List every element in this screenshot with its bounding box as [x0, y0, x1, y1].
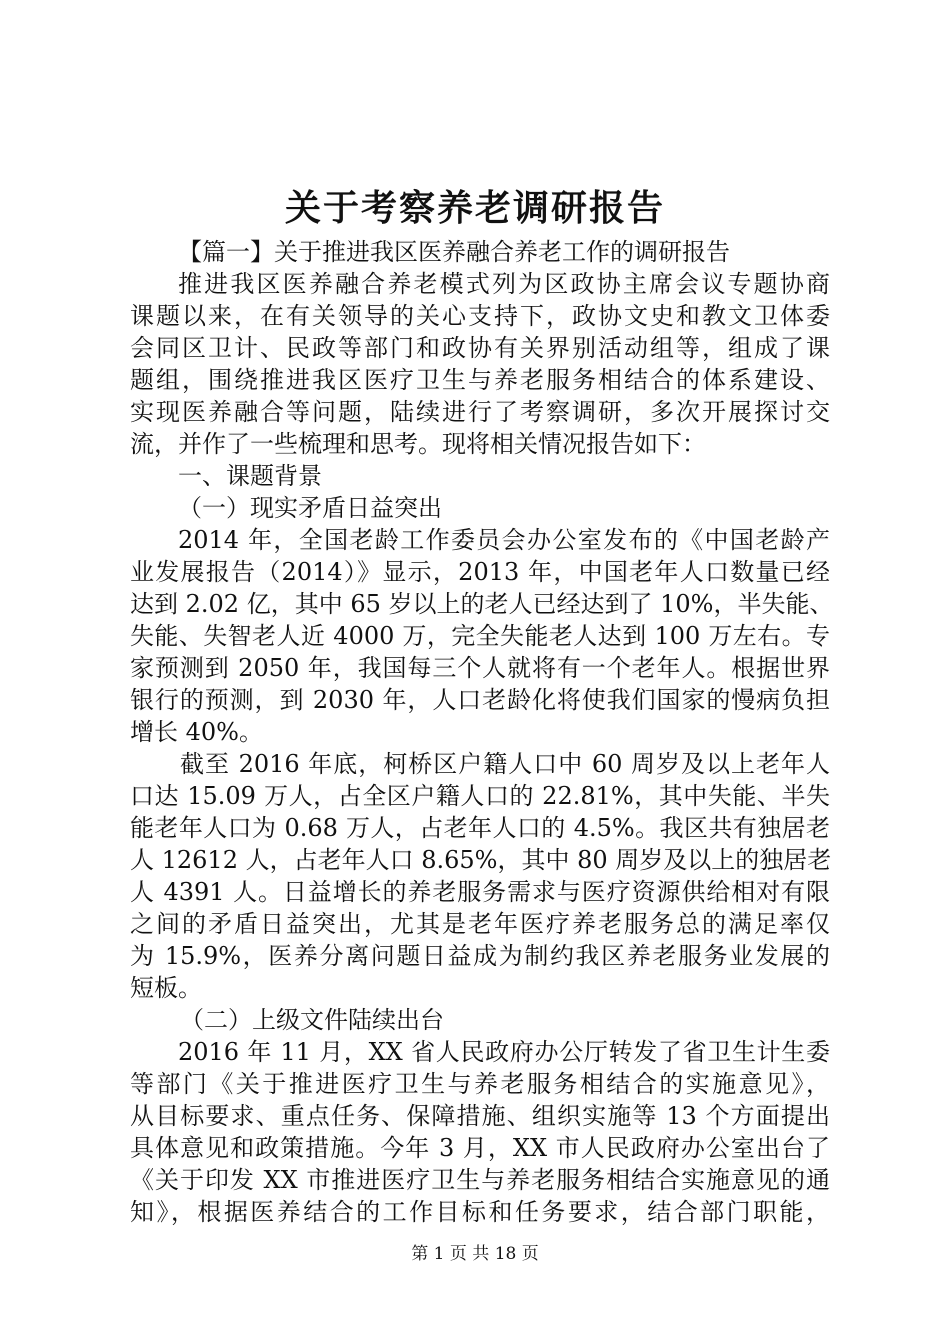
- text-line: 短板。: [130, 974, 202, 1002]
- text-line: 达到 2.02 亿，其中 65 岁以上的老人已经达到了 10%，半失能、: [130, 590, 834, 618]
- text-line: 推进我区医养融合养老模式列为区政协主席会议专题协商: [178, 270, 830, 298]
- text-line: 具体意见和政策措施。今年 3 月，XX 市人民政府办公室出台了: [130, 1134, 830, 1162]
- text-line: 题组，围绕推进我区医疗卫生与养老服务相结合的体系建设、: [130, 366, 830, 394]
- text-line: 人 12612 人，占老年人口 8.65%，其中 80 周岁及以上的独居老: [130, 846, 832, 874]
- text-line: （二）上级文件陆续出台: [180, 1006, 444, 1034]
- document-title: 关于考察养老调研报告: [284, 187, 665, 229]
- text-line: 截至 2016 年底，柯桥区户籍人口中 60 周岁及以上老年人: [180, 750, 830, 778]
- document-body: [130, 236, 834, 1228]
- text-line: 知》，根据医养结合的工作目标和任务要求，结合部门职能，: [130, 1198, 830, 1226]
- text-line: 实现医养融合等问题，陆续进行了考察调研，多次开展探讨交: [130, 398, 830, 426]
- text-line: 口达 15.09 万人，占全区户籍人口的 22.81%，其中失能、半失: [130, 782, 830, 810]
- text-line: 会同区卫计、民政等部门和政协有关界别活动组等，组成了课: [130, 334, 830, 362]
- text-line: 课题以来，在有关领导的关心支持下，政协文史和教文卫体委: [130, 302, 830, 330]
- text-line: 业发展报告（2014）》显示，2013 年，中国老年人口数量已经: [130, 558, 830, 586]
- text-line: 【篇一】关于推进我区医养融合养老工作的调研报告: [178, 238, 730, 266]
- text-line: 为 15.9%，医养分离问题日益成为制约我区养老服务业发展的: [130, 942, 830, 970]
- text-line: 2016 年 11 月，XX 省人民政府办公厅转发了省卫生计生委: [178, 1038, 830, 1066]
- text-line: 失能、失智老人近 4000 万，完全失能老人达到 100 万左右。专: [130, 622, 830, 650]
- text-line: 能老年人口为 0.68 万人，占老年人口的 4.5%。我区共有独居老: [130, 814, 830, 842]
- text-line: 银行的预测，到 2030 年，人口老龄化将使我们国家的慢病负担: [130, 686, 830, 714]
- text-line: 流，并作了一些梳理和思考。现将相关情况报告如下：: [130, 430, 706, 458]
- text-line: 之间的矛盾日益突出，尤其是老年医疗养老服务总的满足率仅: [130, 910, 830, 938]
- text-line: 2014 年，全国老龄工作委员会办公室发布的《中国老龄产: [178, 526, 830, 554]
- text-line: 家预测到 2050 年，我国每三个人就将有一个老年人。根据世界: [130, 654, 830, 682]
- text-line: （一）现实矛盾日益突出: [178, 494, 442, 522]
- text-line: 从目标要求、重点任务、保障措施、组织实施等 13 个方面提出: [130, 1102, 830, 1130]
- page-footer: 第 1 页 共 18 页: [411, 1244, 539, 1264]
- text-line: 等部门《关于推进医疗卫生与养老服务相结合的实施意见》，: [130, 1070, 830, 1098]
- text-line: 一、课题背景: [178, 462, 322, 490]
- text-line: 增长 40%。: [130, 718, 263, 746]
- text-line: 《关于印发 XX 市推进医疗卫生与养老服务相结合实施意见的通: [130, 1166, 830, 1194]
- text-line: 人 4391 人。日益增长的养老服务需求与医疗资源供给相对有限: [130, 878, 830, 906]
